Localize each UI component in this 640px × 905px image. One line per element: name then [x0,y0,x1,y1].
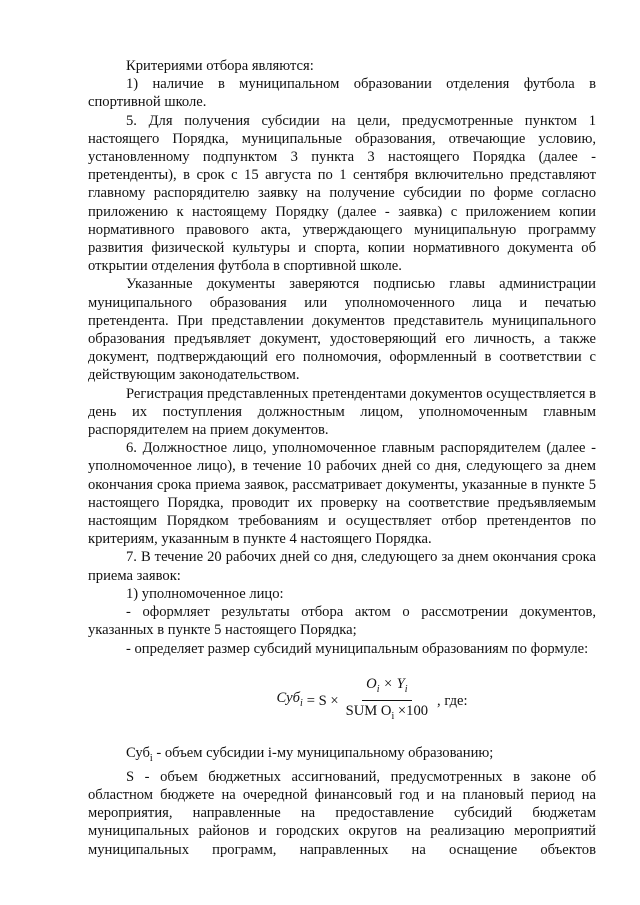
paragraph: 6. Должностное лицо, уполномоченное главным распорядителем (далее - уполномоченное лицо), в течение 10 рабочих дней со дня, следующего за днем окончания срока приема заявок, рассматривает документы, указанные в пункте 5 настоящего Порядка, проводит их проверку на соответствие предъявляемым настоящим Порядком требованиям и осуществляет отбор претендентов по критериям, указанным в пункте 4 настоящего Порядка. [88,440,596,548]
paragraph: 1) уполномоченное лицо: [126,585,284,602]
definition-s: S - объем бюджетных ассигнований, предусмотренных в законе об областном бюджете на очередной финансовый год и на плановый период на мероприятия, направленные на предоставление субсидий бюджетам муниципальных районов и городских округов на реализацию мероприятий муниципальных программ, направленных на оснащение объектов [88,768,596,858]
formula-numerator: $O_i \times Y_i$ [362,675,411,701]
paragraph: Указанные документы заверяются подписью главы администрации муниципального образования или уполномоченного лица и печатью претендента. При представлении документов представитель муниципального образования предъявляет документ, удостоверяющий его личность, а также документ, подтверждающий его полномочия, оформленный в соответствии с действующим законодательством. [88,276,596,384]
paragraph: 5. Для получения субсидии на цели, предусмотренные пунктом 1 настоящего Порядка, муниципальные образования, отвечающие условию, установленному подпунктом 3 пункта 3 настоящего Порядка (далее - претенденты), в срок с 15 августа по 1 сентября включительно представляют главному распорядителю заявку на получение субсидии по форме согласно приложению к настоящему Порядку (далее - заявка) с приложением копии нормативного правового акта, утверждающего муниципальную программу развития физической культуры и спорта, копии нормативного документа об открытии отделения футбола в спортивной школе. [88,112,596,275]
paragraph: 7. В течение 20 рабочих дней со дня, следующего за днем окончания срока приема заявок: [88,549,596,584]
paragraph: - оформляет результаты отбора актом о рассмотрении документов, указанных в пункте 5 настоящего Порядка; [88,604,596,639]
formula-eq: = S × [306,692,339,709]
subsidy-formula [88,658,596,744]
document-page [88,57,596,859]
paragraph: Критериями отбора являются: [126,58,314,74]
formula-fraction [342,675,432,726]
formula-denominator: SUM $O_i \times 100$ [345,703,429,723]
formula-lhs: Суб$_i$ [276,689,303,709]
definition-sub: Суб$_i$ - объем субсидии i-му муниципальному образованию; [126,744,494,764]
formula-tail: , где: [437,692,468,709]
paragraph: Регистрация представленных претендентами документов осуществляется в день их поступления должностным лицом, уполномоченным главным распорядителем на прием документов. [88,385,596,439]
paragraph: 1) наличие в муниципальном образовании отделения футбола в спортивной школе. [88,76,596,111]
paragraph: - определяет размер субсидий муниципальным образованиям по формуле: [126,640,589,657]
